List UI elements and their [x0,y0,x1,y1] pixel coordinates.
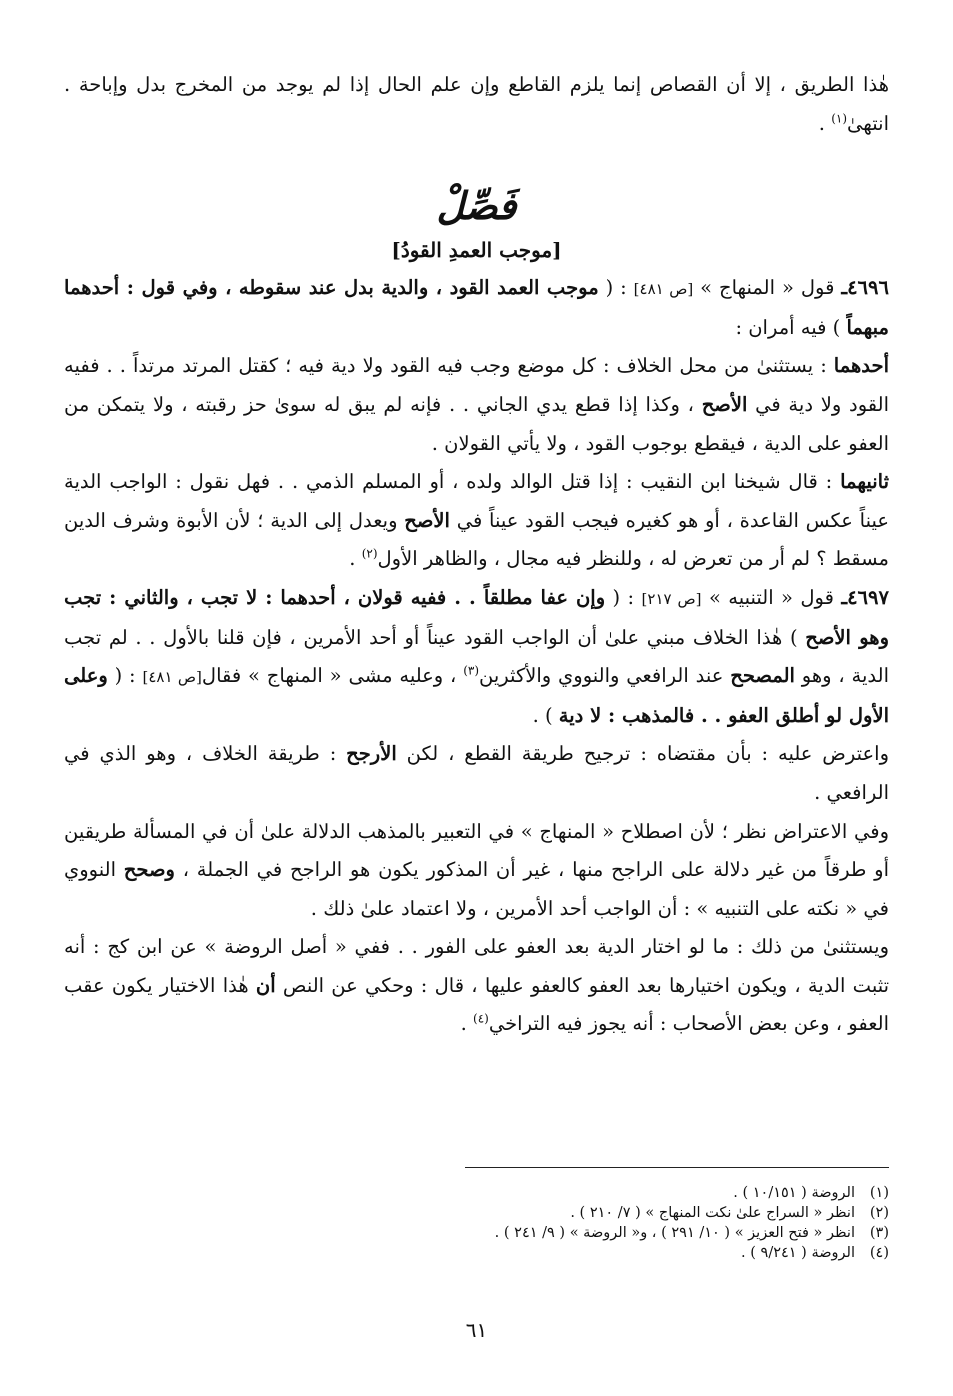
text-segment: : قال شيخنا ابن النقيب : إذا قتل الوالد ولده ، أو المسلم الذمي . . فهل نقول : الواجب الدية عيناً عكس القاعدة ، أو هو كغيره فيجب القود عيناً في [64,470,889,532]
quoted-text: موجب العمد القود ، والدية بدل عند سقوطه ، وفي قول : أحدهما مبهماً [64,276,889,339]
text-segment: . [460,1012,474,1036]
footnote-number: (٢) [869,1205,889,1221]
bold-term: المصحح [730,664,795,688]
intro-end: . [818,111,832,135]
text-segment: : طريقة الخلاف ، وهو الذي في الرافعي . [64,742,889,804]
text-segment: : ( [598,276,634,300]
issue-number: ٤٦٩٧ـ [841,585,889,609]
page-ref: [ص ٤٨١] [142,668,202,687]
footnote-number: (١) [869,1185,889,1201]
text-segment: : يستثنىٰ من محل الخلاف : كل موضع وجب فيه القود ولا دية فيه ؛ كقتل المرتد مرتداً . . ففيه القود ولا دية في [64,354,890,416]
bold-term: الأصح [701,392,748,416]
section-ornament-title: فَصِّلْ [436,183,517,229]
text-segment: واعترض عليه : بأن مقتضاه : ترجيح طريقة القطع ، لكن [396,742,889,766]
quoted-text: وعلى الأول لو أطلق العفو . . فالمذهب : لا دية [64,664,889,727]
footnote-2 [329,1203,889,1223]
intro-text: هٰذا الطريق ، إلا أن القصاص إنما يلزم القاطع وإن علم الحال إذا لم يوجد من المخرج بدل وإباحة . انتهىٰ [64,73,889,135]
page-ref: [ص ٢١٧] [641,589,702,608]
footnote-text: انظر « السراج علىٰ نكت المنهاج » ( ٧/ ٢١٠ ) . [570,1205,855,1221]
text-segment: . [349,547,362,571]
text-segment: ) فيه أمران : [735,315,847,339]
text-segment: النووي في « نكته على التنبيه » : أن الواجب أحد الأمرين ، ولا اعتماد علىٰ ذلك . [64,858,889,920]
footnote-3 [329,1223,889,1243]
text-segment: ، وكذا إذا قطع يدي الجاني . . فإنه لم يبق له سوىٰ حز رقبته ، ولا يتمكن من العفو على الدية ، فيقطع بوجوب القود ، ولا يأتي القولان . [64,392,889,455]
footnote-ref-3[interactable]: (٣) [463,663,480,678]
paragraph-4696 [64,269,889,347]
text-segment: : ( [605,585,642,609]
paragraph-second-matter [64,463,889,579]
page-number: ٦١ [465,1318,488,1342]
text-segment: عند الرافعي والنووي والأكثرين [479,664,731,688]
intro-paragraph [64,66,889,143]
footnote-ref-1[interactable]: (١) [831,111,848,126]
text-segment: قول « التنبيه » [701,585,842,609]
footnotes [329,1183,889,1263]
footnote-text: الروضة ( ٩/٢٤١ ) . [741,1245,855,1261]
footnote-text: الروضة ( ١٠/١٥١ ) . [733,1185,855,1201]
section-heading: [موجب العمدِ القودُ] [391,238,562,263]
footnote-ref-2[interactable]: (٢) [361,546,378,561]
bold-term: الأصح [404,508,450,532]
paragraph-4697 [64,579,889,735]
text-segment: ويعدل إلى الدية ؛ لأن الأبوة وشرف الدين مسقط ؟ لم أر من تعرض له ، وللنظر فيه مجال ، والظاهر الأول [64,508,889,571]
bold-term: وصحح [123,858,175,882]
footnote-ref-4[interactable]: (٤) [473,1011,489,1026]
text-segment: ) . [532,703,559,727]
bold-term: أن [255,973,276,997]
text-segment: قول « المنهاج » [693,276,842,300]
footnote-text: انظر « فتح العزيز » ( ١٠/ ٢٩١ ) ، و« الروضة » ( ٩/ ٢٤١ ) . [494,1225,855,1241]
paragraph-first-matter [64,347,889,463]
quoted-text: وإن عفا مطلقاً . . ففيه قولان ، أحدهما : لا تجب ، والثاني : تجب وهو الأصح [64,585,890,649]
footnote-divider [465,1167,889,1168]
footnote-number: (٤) [869,1245,889,1261]
paragraph-exception [64,928,889,1044]
bold-term: الأرجح [346,742,397,766]
text-segment: وفي الاعتراض نظر ؛ لأن اصطلاح « المنهاج » في التعبير بالمذهب الدلالة علىٰ أن في المسألة طريقين أو طرقاً من غير دلالة على الراجح منها ، غير أن المذكور يكون هو الراجح في الجملة ، [64,819,889,882]
text-segment: هٰذا الاختيار يكون عقب العفو ، وعن بعض الأصحاب : أنه يجوز فيه التراخي [64,973,889,1036]
issue-number: ٤٦٩٦ـ [841,276,889,300]
footnote-4 [329,1243,889,1263]
text-segment: ، وعليه مشى « المنهاج » فقال [201,664,464,688]
lead-word: ثانيهما [840,470,889,494]
lead-word: أحدهما [833,354,889,378]
text-segment: ويستثنىٰ من ذلك : ما لو اختار الدية بعد العفو على الفور . . ففي « أصل الروضة » عن ابن كج : أنه تثبت الدية ، ويكون اختيارها بعد العفو كالعفو عليها ، قال : وحكي عن النص [64,935,890,997]
footnote-number: (٣) [869,1225,889,1241]
text-segment: ) هٰذا الخلاف مبني علىٰ أن الواجب القود عيناً أو أحد الأمرين ، فإن قلنا بالأول . . لم تجب الدية ، وهو [64,625,890,688]
page-ref: [ص ٤٨١] [633,280,694,299]
paragraph-objection [64,735,889,812]
paragraph-reply [64,813,889,929]
footnote-1 [329,1183,889,1203]
text-segment: : ( [107,664,143,688]
